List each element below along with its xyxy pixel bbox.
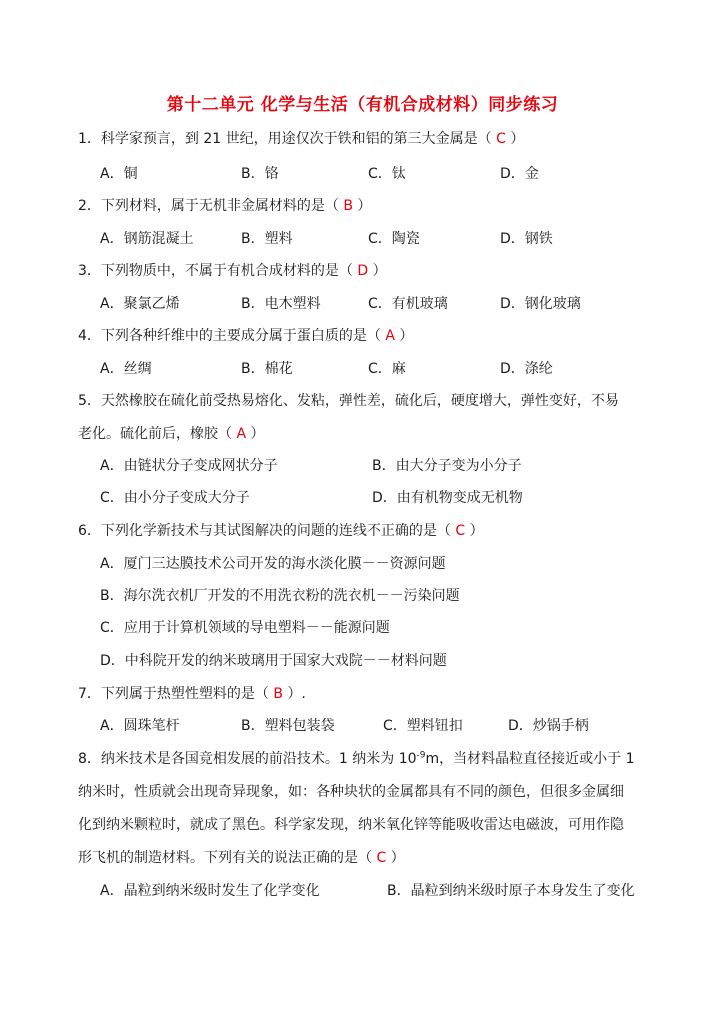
- bracket-close: ）: [399, 328, 414, 344]
- option-b: B．铬: [241, 166, 279, 182]
- option-b: B．塑料: [241, 231, 293, 247]
- bracket-close: ）: [469, 523, 484, 539]
- question-6: [78, 520, 484, 540]
- option-c: C．钛: [368, 166, 406, 182]
- question-2: [78, 195, 371, 215]
- answer-mark: B: [343, 198, 353, 214]
- option-a: A．晶粒到纳米级时发生了化学变化: [100, 883, 320, 899]
- option-c: C．陶瓷: [368, 231, 420, 247]
- bracket-close: ）: [357, 198, 372, 214]
- page-title: 第十二单元 化学与生活（有机合成材料）同步练习: [166, 95, 559, 115]
- question-stem: 形飞机的制造材料。下列有关的说法正确的是（: [78, 850, 372, 866]
- option-c: C．应用于计算机领域的导电塑料－－能源问题: [100, 620, 390, 636]
- option-b: B．晶粒到纳米级时原子本身发生了变化: [387, 883, 635, 899]
- question-stem: 6．下列化学新技术与其试图解决的问题的连线不正确的是（: [78, 523, 451, 539]
- bracket-close: ）: [250, 426, 265, 442]
- option-a: A．丝绸: [100, 361, 152, 377]
- question-7: [78, 683, 306, 703]
- question-stem-cont: m，当材料晶粒直径接近或小于 1: [425, 751, 635, 767]
- answer-mark: A: [385, 328, 395, 344]
- question-stem: 7．下列属于热塑性塑料的是（: [78, 686, 269, 702]
- option-c: C．塑料钮扣: [383, 718, 463, 734]
- question-stem: 1．科学家预言，到 21 世纪，用途仅次于铁和铝的第三大金属是（: [78, 131, 492, 147]
- option-a: A．钢筋混凝土: [100, 231, 194, 247]
- option-a: A．铜: [100, 166, 138, 182]
- option-d: D．钢铁: [500, 231, 553, 247]
- option-b: B．海尔洗衣机厂开发的不用洗衣粉的洗衣机－－污染问题: [100, 588, 460, 604]
- question-8-line-4: [78, 847, 405, 867]
- option-a: A．由链状分子变成网状分子: [100, 458, 278, 474]
- question-3: [78, 260, 387, 280]
- option-c: C．由小分子变成大分子: [100, 490, 250, 506]
- question-8-line-3: 化到纳米颗粒时，就成了黑色。科学家发现，纳米氧化锌等能吸收雷达电磁波，可用作隐: [78, 817, 624, 833]
- answer-mark: C: [496, 131, 506, 147]
- option-d: D．中科院开发的纳米玻璃用于国家大戏院－－材料问题: [100, 653, 447, 669]
- question-stem: 2．下列材料，属于无机非金属材料的是（: [78, 198, 339, 214]
- option-d: D．钢化玻璃: [500, 296, 581, 312]
- option-b: B．塑料包装袋: [241, 718, 335, 734]
- question-stem: 8．纳米技术是各国竞相发展的前沿技术。1 纳米为 10: [78, 751, 417, 767]
- option-d: D．炒锅手柄: [508, 718, 589, 734]
- exponent: -9: [416, 750, 426, 761]
- option-a: A．厦门三达膜技术公司开发的海水淡化膜－－资源问题: [100, 556, 446, 572]
- option-b: B．电木塑料: [241, 296, 321, 312]
- answer-mark: C: [376, 850, 387, 866]
- answer-mark: A: [236, 426, 247, 442]
- option-d: D．涤纶: [500, 361, 553, 377]
- question-stem: 4．下列各种纤维中的主要成分属于蛋白质的是（: [78, 328, 381, 344]
- option-b: B．由大分子变为小分子: [372, 458, 522, 474]
- question-8-line-2: 纳米时，性质就会出现奇异现象，如：各种块状的金属都具有不同的颜色，但很多金属细: [78, 784, 624, 800]
- option-c: C．有机玻璃: [368, 296, 448, 312]
- bracket-close: ）: [390, 850, 405, 866]
- question-stem: 3．下列物质中，不属于有机合成材料的是（: [78, 263, 353, 279]
- bracket-close: ）.: [287, 686, 306, 702]
- option-d: D．由有机物变成无机物: [372, 490, 523, 506]
- question-5-line-1: 5．天然橡胶在硫化前受热易熔化、发粘，弹性差，硫化后，硬度增大，弹性变好，不易: [78, 393, 619, 409]
- bracket-close: ）: [372, 263, 387, 279]
- question-stem: 老化。硫化前后，橡胶（: [78, 426, 232, 442]
- option-d: D．金: [500, 166, 539, 182]
- bracket-close: ）: [510, 131, 525, 147]
- answer-mark: D: [357, 263, 369, 279]
- option-c: C．麻: [368, 361, 406, 377]
- answer-mark: C: [455, 523, 466, 539]
- option-a: A．聚氯乙烯: [100, 296, 180, 312]
- question-5-line-2: [78, 423, 264, 443]
- question-8-line-1: [78, 748, 635, 768]
- answer-mark: B: [273, 686, 283, 702]
- question-4: [78, 325, 413, 345]
- option-a: A．圆珠笔杆: [100, 718, 180, 734]
- question-1: [78, 128, 524, 148]
- option-b: B．棉花: [241, 361, 293, 377]
